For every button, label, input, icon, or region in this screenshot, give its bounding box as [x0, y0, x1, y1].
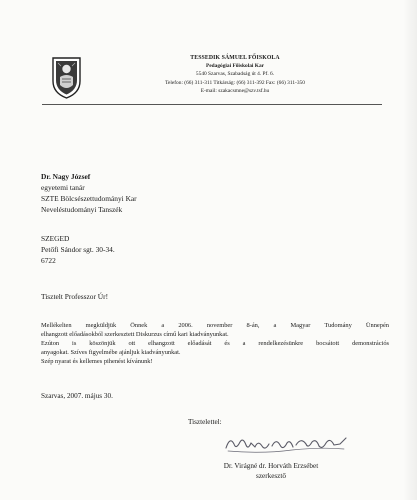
recipient-faculty: SZTE Bölcsészettudományi Kar	[41, 194, 137, 203]
body-line-3: Ezúton is köszönjük ott elhangzott előadását és a rendelkezésünkre bocsátott demonstrációs	[41, 339, 389, 347]
recipient-address-block	[41, 171, 137, 215]
scan-edge-shadow	[403, 0, 417, 500]
recipient-street: Petőfi Sándor sgt. 30-34.	[41, 245, 115, 254]
recipient-city: SZEGED	[41, 234, 70, 243]
letter-date: Szarvas, 2007. május 30.	[41, 392, 113, 400]
body-line-5: Szép nyarat és kellemes pihenést kívánunk!	[41, 357, 153, 365]
recipient-name: Dr. Nagy József	[41, 172, 91, 181]
letterhead-institution: TESSEDIK SÁMUEL FŐISKOLA	[190, 55, 280, 61]
salutation: Tisztelt Professzor Úr!	[41, 292, 109, 301]
letterhead-divider	[42, 104, 382, 105]
recipient-location-block	[41, 233, 115, 266]
signer-role: szerkesztő	[256, 472, 286, 480]
recipient-department: Neveléstudományi Tanszék	[41, 205, 123, 214]
letterhead-phone: Telefon: (66) 311-311 Titkárság: (66) 311-392 Fax: (66) 311-350	[165, 79, 305, 86]
body-line-1: Mellékelten megküldjük Önnek a 2006. november 8-án, a Magyar Tudomány Ünnepén	[41, 322, 389, 329]
signer-block	[186, 461, 356, 481]
college-crest-logo	[51, 55, 82, 99]
closing-phrase: Tisztelettel:	[188, 418, 222, 426]
recipient-title: egyetemi tanár	[41, 183, 85, 192]
letterhead-email: E-mail: szakacsmne@szv.tsf.hu	[200, 87, 270, 94]
signer-name: Dr. Virágné dr. Horváth Erzsébet	[223, 462, 319, 470]
letterhead	[150, 54, 320, 95]
body-line-2: elhangzott előadásokból szerkesztett Diskurzus című kari kiadványunkat.	[41, 330, 229, 338]
letterhead-faculty: Pedagógiai Főiskolai Kar	[205, 63, 265, 70]
handwritten-signature	[222, 432, 352, 456]
letterhead-address: 5540 Szarvas, Szabadság út 4. Pf. 6.	[195, 71, 275, 78]
letter-body	[41, 322, 389, 367]
body-line-4: anyagokat. Szíves figyelmébe ajánljuk kiadványunkat.	[41, 348, 181, 356]
recipient-zip: 6722	[41, 256, 56, 265]
